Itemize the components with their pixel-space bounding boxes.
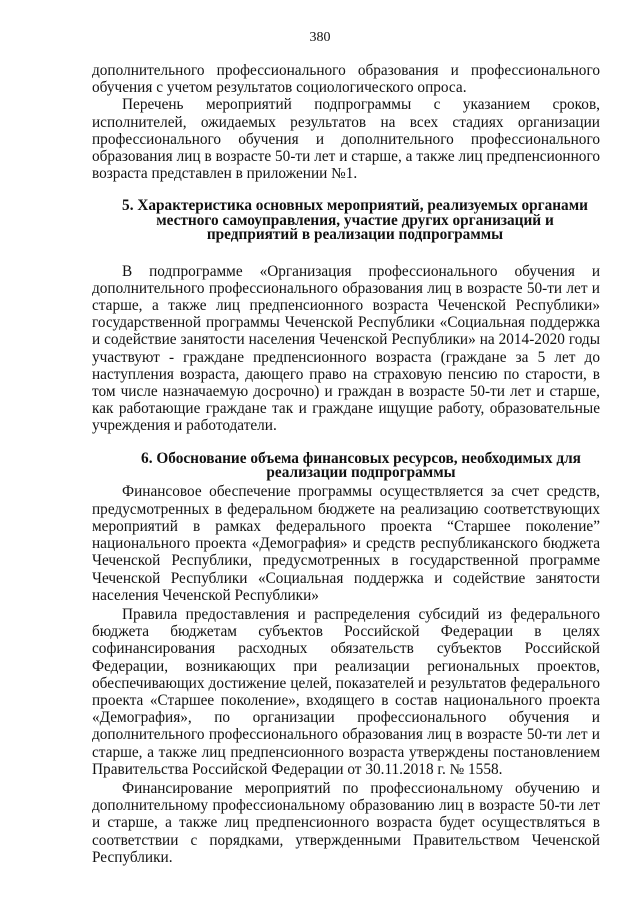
section-5-heading: 5. Характеристика основных мероприятий, реализуемых органами местного самоуправления, участие других организаций и предприятий в реализации подпрограммы <box>122 197 588 244</box>
document-body <box>92 62 600 866</box>
section-5-paragraph: В подпрограмме «Организация профессионального обучения и дополнительного профессионального образования лиц в возрасте 50-ти лет и старше, а также лиц предпенсионного возраста Чеченской Республики» государственной программы Чеченской Республики «Социальная поддержка и содействие занятости населения Чеченской Республики» на 2014-2020 годы участвуют - граждане предпенсионного возраста (граждане за 5 лет до наступления возраста, дающего право на страховую пенсию по старости, в том числе назначаемую досрочно) и граждан в возрасте 50-ти лет и старше, как работающие граждане так и граждане ищущие работу, образовательные учреждения и работодатели. <box>92 262 600 435</box>
section-6-paragraph-financing: Финансирование мероприятий по профессиональному обучению и дополнительному профессиональному образованию лиц в возрасте 50-ти лет и старше, а также лиц предпенсионного возраста будет осуществляться в соответствии с порядками, утвержденными Правительством Чеченской Республики. <box>92 779 600 866</box>
section-6-paragraph-funding: Финансовое обеспечение программы осуществляется за счет средств, предусмотренных в федеральном бюджете на реализацию соответствующих мероприятий в рамках федерального проекта “Старшее поколение” национального проекта «Демография» и средств республиканского бюджета Чеченской Республики, предусмотренных в государственной программе Чеченской Республики «Социальная поддержка и содействие занятости населения Чеченской Республики» <box>92 483 600 604</box>
section-6-heading: 6. Обоснование объема финансовых ресурсов, необходимых для реализации подпрограммы <box>141 449 581 482</box>
page-number: 380 <box>309 30 331 45</box>
paragraph-activities-list: Перечень мероприятий подпрограммы с указанием сроков, исполнителей, ожидаемых результатов на всех стадиях организации профессионального обучения и дополнительного профессионального образования лиц в возрасте 50-ти лет и старше, а также лиц предпенсионного возраста представлен в приложении №1. <box>92 96 600 183</box>
paragraph-continuation: дополнительного профессионального образования и профессионального обучения с учетом результатов социологического опроса. <box>92 62 600 97</box>
section-6-paragraph-subsidy-rules: Правила предоставления и распределения субсидий из федерального бюджета бюджетам субъектов Российской Федерации в целях софинансирования расходных обязательств субъектов Российской Федерации, возникающих при реализации региональных проектов, обеспечивающих достижение целей, показателей и результатов федерального проекта «Старшее поколение», входящего в состав национального проекта «Демография», по организации профессионального обучения и дополнительного профессионального образования лиц в возрасте 50-ти лет и старше, а также лиц предпенсионного возраста утверждены постановлением Правительства Российской Федерации от 30.11.2018 г. № 1558. <box>92 605 600 778</box>
